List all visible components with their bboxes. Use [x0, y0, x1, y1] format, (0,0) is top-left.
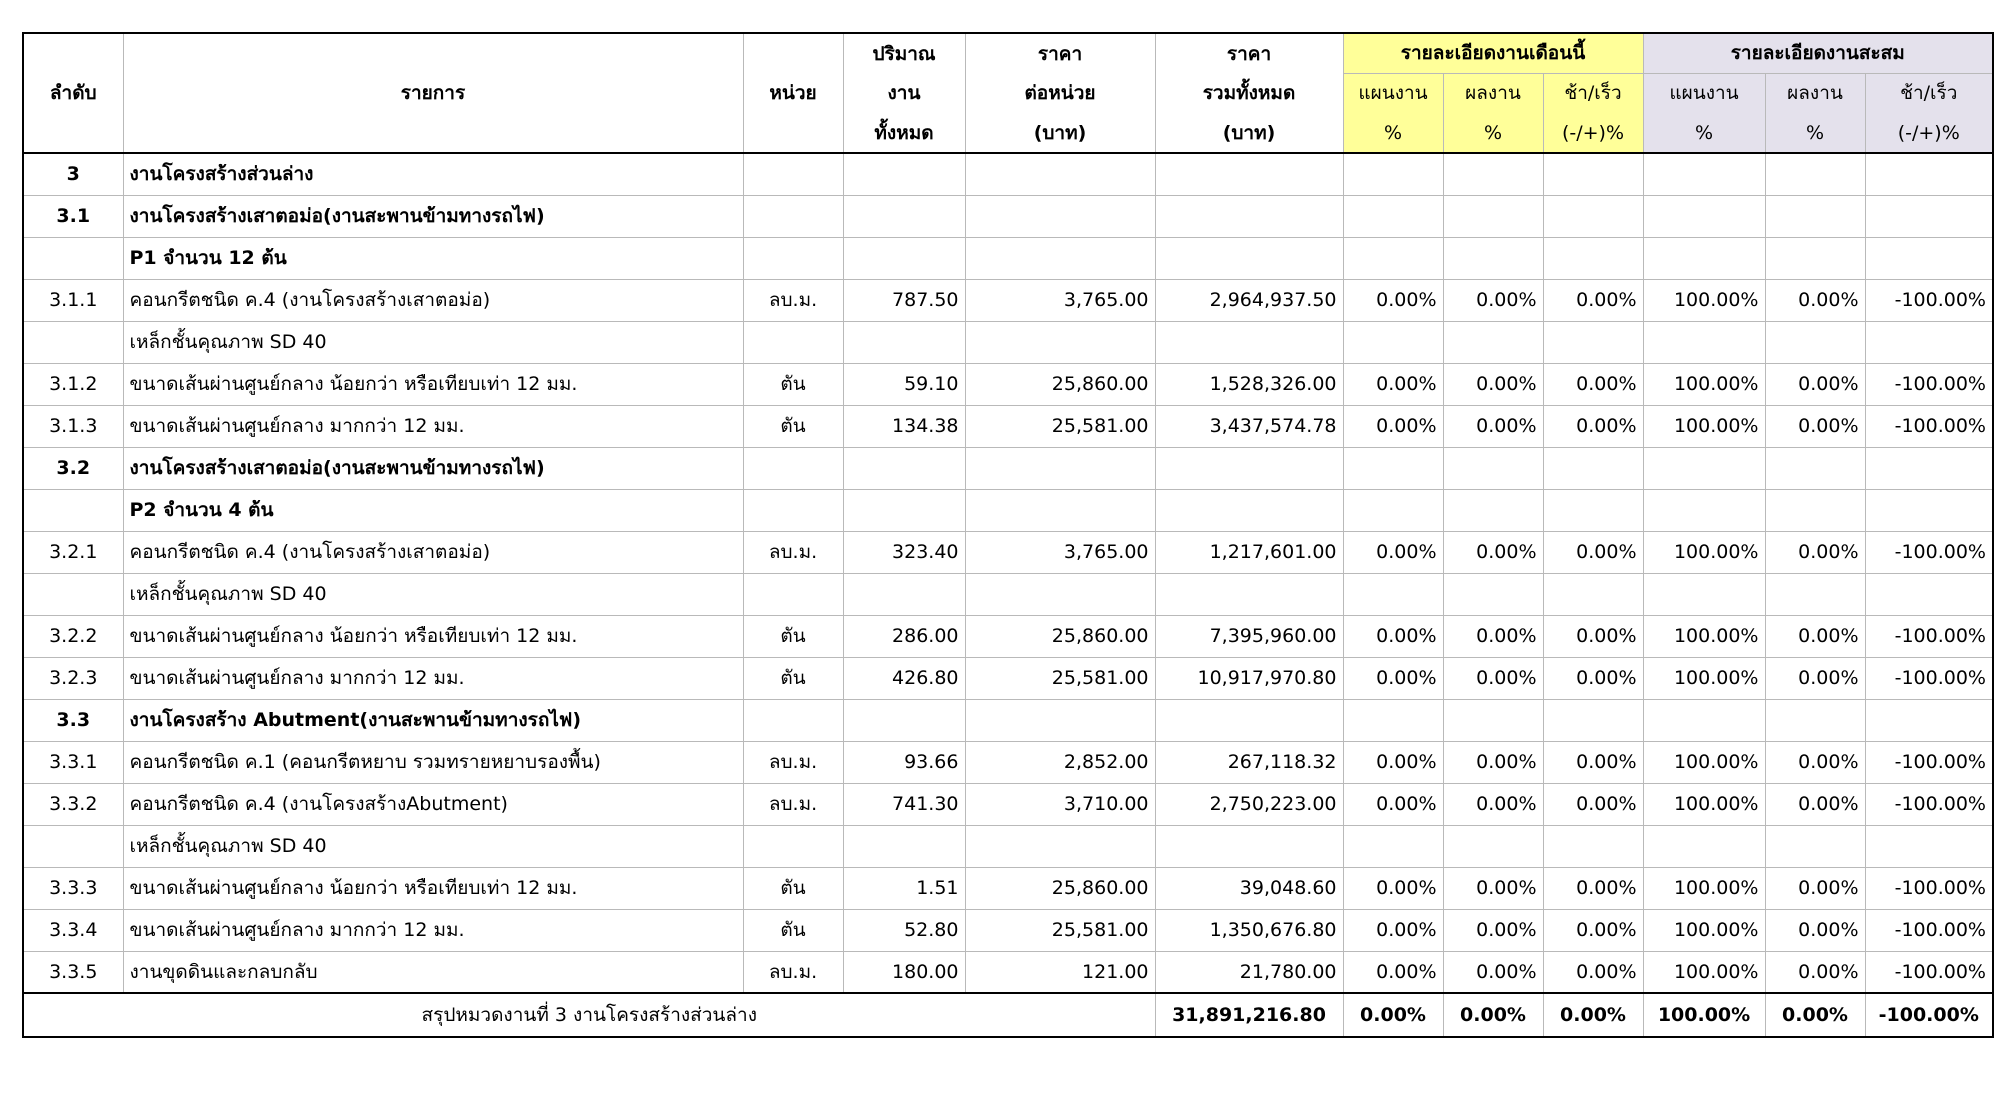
row-no — [23, 825, 123, 867]
row-no: 3.1.1 — [23, 279, 123, 321]
row-total — [1155, 699, 1343, 741]
sub-header-month-diff: ช้า/เร็ว — [1543, 73, 1643, 113]
table-row — [23, 867, 1993, 909]
row-unit: ลบ.ม. — [743, 951, 843, 993]
col-header-no: ลำดับ — [23, 33, 123, 153]
sub-header-cum-diff: ช้า/เร็ว — [1865, 73, 1993, 113]
sub-header-cum-plan: แผนงาน — [1643, 73, 1765, 113]
row-month-result: 0.00% — [1443, 657, 1543, 699]
row-month-diff: 0.00% — [1543, 951, 1643, 993]
table-row — [23, 909, 1993, 951]
row-price — [965, 573, 1155, 615]
row-month-diff: 0.00% — [1543, 909, 1643, 951]
row-cum-diff — [1865, 321, 1993, 363]
row-price: 3,765.00 — [965, 279, 1155, 321]
row-unit: ลบ.ม. — [743, 783, 843, 825]
row-total: 10,917,970.80 — [1155, 657, 1343, 699]
row-month-plan: 0.00% — [1343, 657, 1443, 699]
table-row — [23, 531, 1993, 573]
row-item: ขนาดเส้นผ่านศูนย์กลาง มากกว่า 12 มม. — [123, 405, 743, 447]
row-cum-diff: -100.00% — [1865, 405, 1993, 447]
sub-header-cum-plan-unit: % — [1643, 113, 1765, 153]
row-total — [1155, 489, 1343, 531]
col-header-price-1: ราคา — [965, 33, 1155, 73]
row-month-plan: 0.00% — [1343, 909, 1443, 951]
row-cum-plan: 100.00% — [1643, 279, 1765, 321]
row-no: 3.3.1 — [23, 741, 123, 783]
row-price — [965, 825, 1155, 867]
row-no: 3 — [23, 153, 123, 195]
row-no — [23, 321, 123, 363]
row-price: 3,765.00 — [965, 531, 1155, 573]
row-cum-result — [1765, 153, 1865, 195]
row-unit: ลบ.ม. — [743, 741, 843, 783]
sub-header-month-result-unit: % — [1443, 113, 1543, 153]
sub-header-month-result: ผลงาน — [1443, 73, 1543, 113]
row-total: 267,118.32 — [1155, 741, 1343, 783]
row-month-diff — [1543, 195, 1643, 237]
row-item: คอนกรีตชนิด ค.4 (งานโครงสร้างAbutment) — [123, 783, 743, 825]
row-cum-diff: -100.00% — [1865, 783, 1993, 825]
row-total: 2,750,223.00 — [1155, 783, 1343, 825]
row-total: 21,780.00 — [1155, 951, 1343, 993]
summary-label: สรุปหมวดงานที่ 3 งานโครงสร้างส่วนล่าง — [23, 993, 1155, 1037]
section-row — [23, 321, 1993, 363]
row-no: 3.2.2 — [23, 615, 123, 657]
progress-table — [22, 32, 1994, 1038]
row-cum-plan: 100.00% — [1643, 867, 1765, 909]
row-unit: ตัน — [743, 657, 843, 699]
row-unit: ลบ.ม. — [743, 531, 843, 573]
row-month-plan: 0.00% — [1343, 363, 1443, 405]
row-month-diff: 0.00% — [1543, 405, 1643, 447]
row-cum-plan — [1643, 195, 1765, 237]
row-no: 3.3 — [23, 699, 123, 741]
row-month-diff: 0.00% — [1543, 657, 1643, 699]
row-month-plan — [1343, 573, 1443, 615]
row-unit — [743, 153, 843, 195]
summary-cum-diff: -100.00% — [1865, 993, 1993, 1037]
summary-month-result: 0.00% — [1443, 993, 1543, 1037]
row-price: 25,860.00 — [965, 363, 1155, 405]
sub-header-month-diff-unit: (-/+)% — [1543, 113, 1643, 153]
row-qty — [843, 447, 965, 489]
row-month-plan — [1343, 153, 1443, 195]
row-month-plan: 0.00% — [1343, 783, 1443, 825]
row-cum-result — [1765, 321, 1865, 363]
row-cum-result: 0.00% — [1765, 741, 1865, 783]
table-row — [23, 741, 1993, 783]
section-row — [23, 237, 1993, 279]
group-header-cumulative: รายละเอียดงานสะสม — [1643, 33, 1993, 73]
row-unit — [743, 195, 843, 237]
row-cum-plan: 100.00% — [1643, 531, 1765, 573]
row-price — [965, 447, 1155, 489]
summary-total: 31,891,216.80 — [1155, 993, 1343, 1037]
row-cum-diff: -100.00% — [1865, 363, 1993, 405]
row-qty — [843, 489, 965, 531]
row-month-result — [1443, 699, 1543, 741]
row-month-diff: 0.00% — [1543, 783, 1643, 825]
row-cum-plan: 100.00% — [1643, 615, 1765, 657]
row-qty: 93.66 — [843, 741, 965, 783]
row-unit — [743, 237, 843, 279]
row-price — [965, 321, 1155, 363]
row-month-plan: 0.00% — [1343, 741, 1443, 783]
table-header — [23, 33, 1993, 153]
row-qty: 1.51 — [843, 867, 965, 909]
row-item: ขนาดเส้นผ่านศูนย์กลาง น้อยกว่า หรือเทียบเท่า 12 มม. — [123, 615, 743, 657]
row-month-diff — [1543, 153, 1643, 195]
row-total: 2,964,937.50 — [1155, 279, 1343, 321]
row-price: 3,710.00 — [965, 783, 1155, 825]
row-cum-result: 0.00% — [1765, 783, 1865, 825]
row-price: 121.00 — [965, 951, 1155, 993]
row-cum-diff — [1865, 489, 1993, 531]
row-no — [23, 237, 123, 279]
row-month-result: 0.00% — [1443, 363, 1543, 405]
row-item: คอนกรีตชนิด ค.4 (งานโครงสร้างเสาตอม่อ) — [123, 531, 743, 573]
col-header-total-3: (บาท) — [1155, 113, 1343, 153]
row-cum-plan — [1643, 321, 1765, 363]
sub-header-month-plan-unit: % — [1343, 113, 1443, 153]
table-row — [23, 279, 1993, 321]
row-total — [1155, 237, 1343, 279]
row-cum-diff — [1865, 699, 1993, 741]
sub-header-cum-result: ผลงาน — [1765, 73, 1865, 113]
row-unit: ตัน — [743, 909, 843, 951]
col-header-price-2: ต่อหน่วย — [965, 73, 1155, 113]
row-cum-result: 0.00% — [1765, 867, 1865, 909]
row-qty: 741.30 — [843, 783, 965, 825]
row-no: 3.1.3 — [23, 405, 123, 447]
row-cum-plan — [1643, 237, 1765, 279]
row-unit — [743, 699, 843, 741]
row-month-result: 0.00% — [1443, 405, 1543, 447]
row-cum-result: 0.00% — [1765, 531, 1865, 573]
row-month-diff: 0.00% — [1543, 363, 1643, 405]
row-cum-plan: 100.00% — [1643, 363, 1765, 405]
row-cum-plan: 100.00% — [1643, 909, 1765, 951]
row-price: 25,581.00 — [965, 405, 1155, 447]
row-cum-plan — [1643, 573, 1765, 615]
row-qty — [843, 195, 965, 237]
section-row — [23, 825, 1993, 867]
row-cum-diff: -100.00% — [1865, 909, 1993, 951]
row-month-plan: 0.00% — [1343, 279, 1443, 321]
row-total — [1155, 195, 1343, 237]
row-cum-diff: -100.00% — [1865, 279, 1993, 321]
row-total: 1,528,326.00 — [1155, 363, 1343, 405]
row-total — [1155, 447, 1343, 489]
col-header-item: รายการ — [123, 33, 743, 153]
row-item: งานโครงสร้างเสาตอม่อ(งานสะพานข้ามทางรถไฟ) — [123, 195, 743, 237]
row-month-plan: 0.00% — [1343, 867, 1443, 909]
row-no: 3.2.1 — [23, 531, 123, 573]
row-month-result: 0.00% — [1443, 279, 1543, 321]
row-price: 25,581.00 — [965, 909, 1155, 951]
row-unit: ตัน — [743, 405, 843, 447]
row-cum-result — [1765, 489, 1865, 531]
row-item: งานโครงสร้างส่วนล่าง — [123, 153, 743, 195]
table-row — [23, 951, 1993, 993]
row-qty — [843, 153, 965, 195]
row-qty — [843, 825, 965, 867]
row-month-result — [1443, 825, 1543, 867]
row-cum-plan — [1643, 699, 1765, 741]
row-month-result: 0.00% — [1443, 951, 1543, 993]
row-cum-result: 0.00% — [1765, 405, 1865, 447]
row-item: P2 จำนวน 4 ต้น — [123, 489, 743, 531]
row-cum-diff — [1865, 447, 1993, 489]
row-qty: 286.00 — [843, 615, 965, 657]
row-month-plan: 0.00% — [1343, 615, 1443, 657]
col-header-price-3: (บาท) — [965, 113, 1155, 153]
row-price: 25,860.00 — [965, 615, 1155, 657]
row-price: 2,852.00 — [965, 741, 1155, 783]
table-row — [23, 783, 1993, 825]
row-item: คอนกรีตชนิด ค.1 (คอนกรีตหยาบ รวมทรายหยาบรองพื้น) — [123, 741, 743, 783]
row-total — [1155, 153, 1343, 195]
row-cum-result — [1765, 825, 1865, 867]
section-row — [23, 699, 1993, 741]
row-qty: 52.80 — [843, 909, 965, 951]
col-header-unit: หน่วย — [743, 33, 843, 153]
row-month-diff — [1543, 489, 1643, 531]
row-item: คอนกรีตชนิด ค.4 (งานโครงสร้างเสาตอม่อ) — [123, 279, 743, 321]
row-cum-diff — [1865, 825, 1993, 867]
row-month-plan — [1343, 447, 1443, 489]
row-total: 7,395,960.00 — [1155, 615, 1343, 657]
row-item: P1 จำนวน 12 ต้น — [123, 237, 743, 279]
table-row — [23, 363, 1993, 405]
row-cum-plan — [1643, 447, 1765, 489]
row-unit: ตัน — [743, 363, 843, 405]
row-cum-result: 0.00% — [1765, 363, 1865, 405]
row-month-result: 0.00% — [1443, 741, 1543, 783]
row-cum-result: 0.00% — [1765, 951, 1865, 993]
col-header-qty-2: งาน — [843, 73, 965, 113]
sub-header-month-plan: แผนงาน — [1343, 73, 1443, 113]
table-row — [23, 615, 1993, 657]
row-no — [23, 573, 123, 615]
row-cum-plan: 100.00% — [1643, 741, 1765, 783]
row-cum-result — [1765, 195, 1865, 237]
row-item: เหล็กชั้นคุณภาพ SD 40 — [123, 321, 743, 363]
row-item: งานขุดดินและกลบกลับ — [123, 951, 743, 993]
row-month-result — [1443, 237, 1543, 279]
row-unit — [743, 825, 843, 867]
row-cum-diff: -100.00% — [1865, 867, 1993, 909]
row-price: 25,581.00 — [965, 657, 1155, 699]
row-cum-result — [1765, 699, 1865, 741]
row-qty: 180.00 — [843, 951, 965, 993]
section-row — [23, 153, 1993, 195]
row-total: 39,048.60 — [1155, 867, 1343, 909]
row-item: ขนาดเส้นผ่านศูนย์กลาง มากกว่า 12 มม. — [123, 657, 743, 699]
row-item: ขนาดเส้นผ่านศูนย์กลาง น้อยกว่า หรือเทียบเท่า 12 มม. — [123, 363, 743, 405]
row-qty: 426.80 — [843, 657, 965, 699]
row-qty: 787.50 — [843, 279, 965, 321]
row-price: 25,860.00 — [965, 867, 1155, 909]
row-qty — [843, 573, 965, 615]
row-cum-plan — [1643, 825, 1765, 867]
row-month-diff: 0.00% — [1543, 867, 1643, 909]
row-month-plan — [1343, 237, 1443, 279]
row-month-result: 0.00% — [1443, 909, 1543, 951]
row-month-diff — [1543, 447, 1643, 489]
row-item: ขนาดเส้นผ่านศูนย์กลาง น้อยกว่า หรือเทียบเท่า 12 มม. — [123, 867, 743, 909]
row-cum-result — [1765, 237, 1865, 279]
row-total — [1155, 825, 1343, 867]
row-month-result — [1443, 447, 1543, 489]
row-no — [23, 489, 123, 531]
row-total: 1,350,676.80 — [1155, 909, 1343, 951]
row-no: 3.2 — [23, 447, 123, 489]
row-month-plan — [1343, 825, 1443, 867]
row-month-result — [1443, 195, 1543, 237]
row-no: 3.3.5 — [23, 951, 123, 993]
row-no: 3.2.3 — [23, 657, 123, 699]
section-row — [23, 195, 1993, 237]
row-unit: ตัน — [743, 867, 843, 909]
row-cum-plan: 100.00% — [1643, 405, 1765, 447]
row-no: 3.1 — [23, 195, 123, 237]
row-price — [965, 195, 1155, 237]
row-unit — [743, 489, 843, 531]
col-header-qty-1: ปริมาณ — [843, 33, 965, 73]
row-total — [1155, 321, 1343, 363]
row-no: 3.3.4 — [23, 909, 123, 951]
row-month-diff — [1543, 699, 1643, 741]
sub-header-cum-diff-unit: (-/+)% — [1865, 113, 1993, 153]
row-item: งานโครงสร้าง Abutment(งานสะพานข้ามทางรถไฟ) — [123, 699, 743, 741]
row-qty: 59.10 — [843, 363, 965, 405]
table-row — [23, 405, 1993, 447]
row-cum-diff: -100.00% — [1865, 531, 1993, 573]
row-month-plan — [1343, 195, 1443, 237]
row-no: 3.1.2 — [23, 363, 123, 405]
table-body — [23, 153, 1993, 993]
summary-cum-result: 0.00% — [1765, 993, 1865, 1037]
row-month-diff: 0.00% — [1543, 615, 1643, 657]
row-cum-result: 0.00% — [1765, 615, 1865, 657]
row-cum-diff: -100.00% — [1865, 615, 1993, 657]
row-item: เหล็กชั้นคุณภาพ SD 40 — [123, 825, 743, 867]
summary-month-diff: 0.00% — [1543, 993, 1643, 1037]
row-cum-plan — [1643, 489, 1765, 531]
row-month-plan — [1343, 489, 1443, 531]
row-month-result — [1443, 153, 1543, 195]
row-unit: ลบ.ม. — [743, 279, 843, 321]
row-unit — [743, 447, 843, 489]
row-unit — [743, 573, 843, 615]
table-row — [23, 657, 1993, 699]
sub-header-cum-result-unit: % — [1765, 113, 1865, 153]
row-month-plan — [1343, 321, 1443, 363]
row-qty — [843, 237, 965, 279]
row-qty — [843, 321, 965, 363]
row-month-diff: 0.00% — [1543, 279, 1643, 321]
section-row — [23, 447, 1993, 489]
row-price — [965, 153, 1155, 195]
col-header-total-2: รวมทั้งหมด — [1155, 73, 1343, 113]
row-month-result — [1443, 321, 1543, 363]
row-unit — [743, 321, 843, 363]
row-total — [1155, 573, 1343, 615]
row-no: 3.3.2 — [23, 783, 123, 825]
row-month-plan: 0.00% — [1343, 951, 1443, 993]
row-cum-result: 0.00% — [1765, 657, 1865, 699]
row-cum-diff — [1865, 573, 1993, 615]
row-no: 3.3.3 — [23, 867, 123, 909]
summary-row — [23, 993, 1993, 1037]
row-qty: 323.40 — [843, 531, 965, 573]
row-cum-diff — [1865, 153, 1993, 195]
row-cum-diff — [1865, 195, 1993, 237]
col-header-qty-3: ทั้งหมด — [843, 113, 965, 153]
section-row — [23, 573, 1993, 615]
row-month-diff: 0.00% — [1543, 531, 1643, 573]
row-month-diff — [1543, 825, 1643, 867]
row-cum-result: 0.00% — [1765, 909, 1865, 951]
row-month-plan: 0.00% — [1343, 531, 1443, 573]
row-month-diff — [1543, 237, 1643, 279]
row-cum-plan: 100.00% — [1643, 657, 1765, 699]
row-cum-plan: 100.00% — [1643, 783, 1765, 825]
row-month-result: 0.00% — [1443, 615, 1543, 657]
row-cum-result — [1765, 447, 1865, 489]
row-total: 1,217,601.00 — [1155, 531, 1343, 573]
row-item: เหล็กชั้นคุณภาพ SD 40 — [123, 573, 743, 615]
row-cum-diff: -100.00% — [1865, 657, 1993, 699]
row-month-result — [1443, 573, 1543, 615]
row-total: 3,437,574.78 — [1155, 405, 1343, 447]
row-cum-plan — [1643, 153, 1765, 195]
row-cum-result: 0.00% — [1765, 279, 1865, 321]
row-cum-diff: -100.00% — [1865, 951, 1993, 993]
row-item: งานโครงสร้างเสาตอม่อ(งานสะพานข้ามทางรถไฟ) — [123, 447, 743, 489]
col-header-total-1: ราคา — [1155, 33, 1343, 73]
group-header-month: รายละเอียดงานเดือนนี้ — [1343, 33, 1643, 73]
row-cum-diff: -100.00% — [1865, 741, 1993, 783]
row-price — [965, 237, 1155, 279]
summary-cum-plan: 100.00% — [1643, 993, 1765, 1037]
row-month-plan: 0.00% — [1343, 405, 1443, 447]
row-unit: ตัน — [743, 615, 843, 657]
row-month-result — [1443, 489, 1543, 531]
row-month-diff: 0.00% — [1543, 741, 1643, 783]
row-price — [965, 489, 1155, 531]
row-month-plan — [1343, 699, 1443, 741]
row-qty — [843, 699, 965, 741]
row-month-diff — [1543, 573, 1643, 615]
summary-month-plan: 0.00% — [1343, 993, 1443, 1037]
row-cum-plan: 100.00% — [1643, 951, 1765, 993]
row-qty: 134.38 — [843, 405, 965, 447]
row-month-result: 0.00% — [1443, 867, 1543, 909]
row-month-result: 0.00% — [1443, 531, 1543, 573]
row-month-result: 0.00% — [1443, 783, 1543, 825]
row-month-diff — [1543, 321, 1643, 363]
row-cum-diff — [1865, 237, 1993, 279]
section-row — [23, 489, 1993, 531]
row-cum-result — [1765, 573, 1865, 615]
row-price — [965, 699, 1155, 741]
row-item: ขนาดเส้นผ่านศูนย์กลาง มากกว่า 12 มม. — [123, 909, 743, 951]
